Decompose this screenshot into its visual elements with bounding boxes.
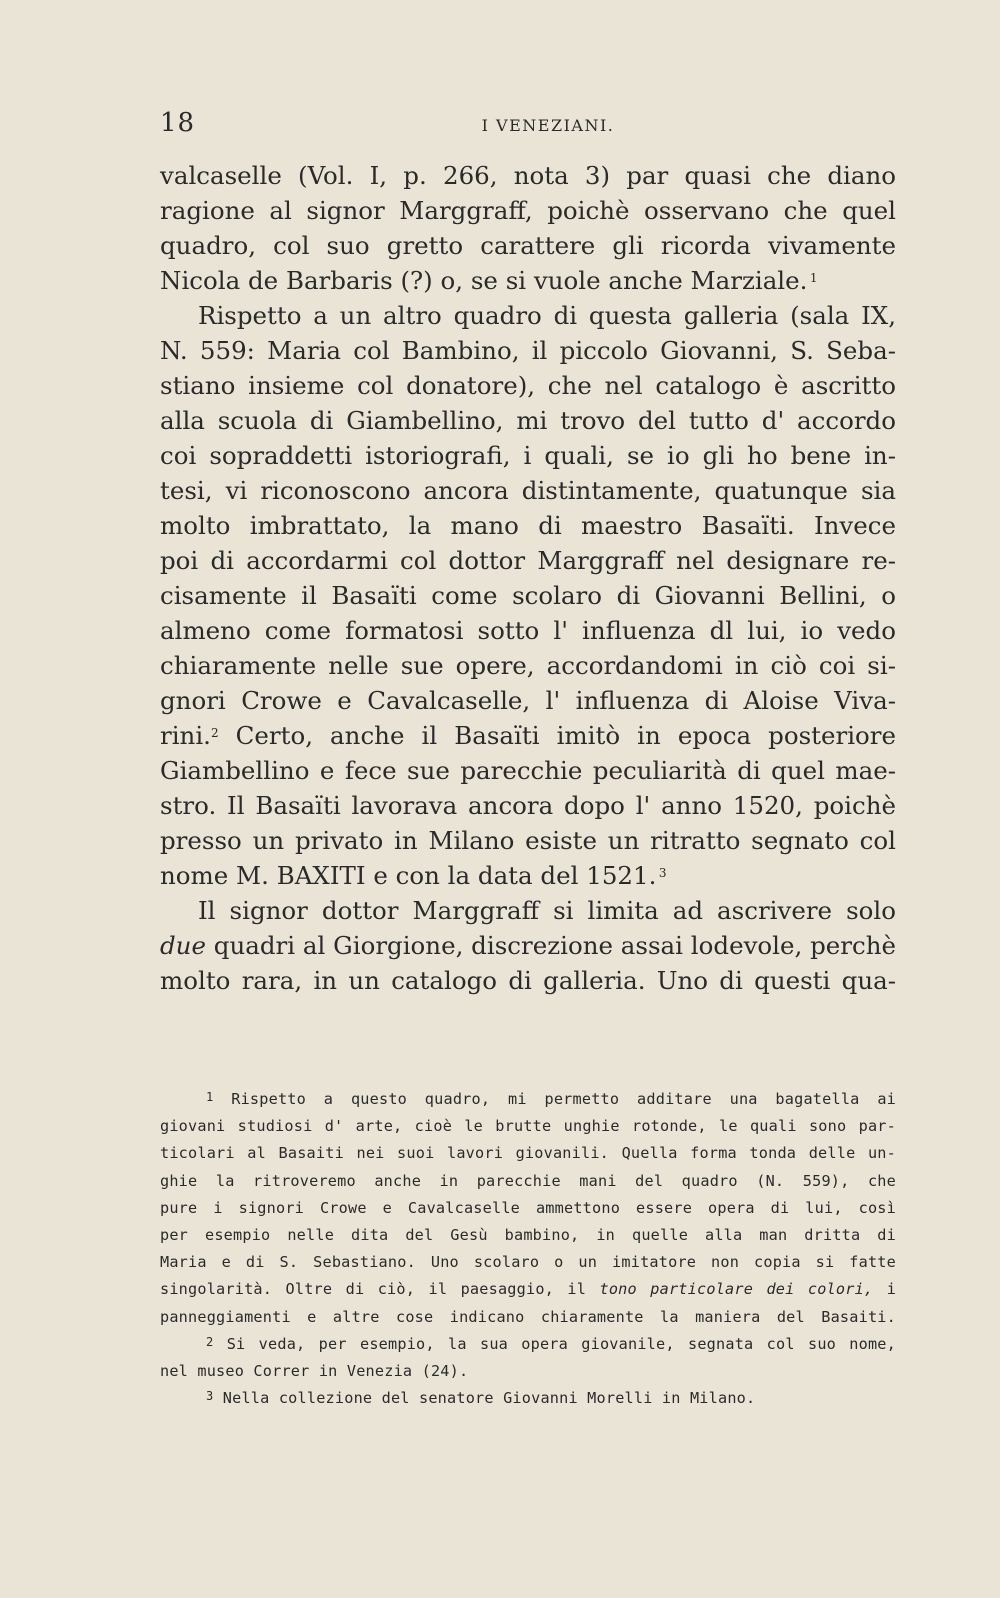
text-line — [160, 263, 896, 298]
footnote-line — [160, 1276, 896, 1303]
text-line: almeno come formatosi sotto l' influenza dl lui, io vedo — [160, 616, 896, 645]
footnote-text: singolarità. Oltre di ciò, il paesaggio, il — [160, 1280, 587, 1299]
footnote-line: ticolari al Basaiti nei suoi lavori giovanili. Quella forma tonda delle un- — [160, 1144, 896, 1163]
running-head: I VENEZIANI. — [481, 116, 615, 135]
text-segment: nome M. BAXITI e con la data del 1521. — [160, 861, 657, 890]
text-line: gnori Crowe e Cavalcaselle, l' influenza di Aloise Viva- — [160, 686, 896, 715]
footnote-line — [160, 1385, 896, 1412]
footnote-number: 1 — [206, 1090, 214, 1104]
footnote-line: panneggiamenti e altre cose indicano chiaramente la maniera del Basaiti. — [160, 1307, 896, 1326]
footnote-number: 3 — [206, 1389, 214, 1404]
text-line: N. 559: Maria col Bambino, il piccolo Giovanni, S. Seba- — [160, 336, 896, 365]
footnote-line: per esempio nelle dita del Gesù bambino, in quelle alla man dritta di — [160, 1226, 896, 1245]
text-line: molto rara, in un catalogo di galleria. Uno di questi qua- — [160, 966, 896, 995]
text-segment: Nicola de Barbaris (?) o, se si vuole anche Marziale. — [160, 266, 808, 295]
text-line: coi sopraddetti istoriografi, i quali, se io gli ho bene in- — [160, 441, 896, 470]
footnote-text: Si veda, per esempio, la sua opera giovanile, segnata col suo nome, — [226, 1334, 896, 1353]
footnote-text: i — [886, 1280, 897, 1299]
italic-word: due — [160, 931, 206, 960]
text-line — [160, 858, 896, 893]
text-line: valcaselle (Vol. I, p. 266, nota 3) par quasi che diano — [160, 161, 896, 190]
footnote-mark: 2 — [210, 726, 219, 740]
footnote-mark: 1 — [809, 271, 818, 285]
text-line: alla scuola di Giambellino, mi trovo del tutto d' accordo — [160, 406, 896, 435]
text-line: ragione al signor Marggraff, poichè osservano che quel — [160, 196, 896, 225]
footnote-line: pure i signori Crowe e Cavalcaselle ammettono essere opera di lui, così — [160, 1198, 896, 1217]
footnote-line — [160, 1086, 896, 1113]
text-line: stro. Il Basaïti lavorava ancora dopo l' anno 1520, poichè — [160, 791, 896, 820]
text-segment: Certo, anche il Basaïti imitò in epoca posteriore — [235, 721, 896, 750]
text-line: chiaramente nelle sue opere, accordandomi in ciò coi si- — [160, 651, 896, 680]
text-line: molto imbrattato, la mano di maestro Basaïti. Invece — [160, 511, 896, 540]
text-line: cisamente il Basaïti come scolaro di Giovanni Bellini, o — [160, 581, 896, 610]
footnote-text: Nella collezione del senatore Giovanni Morelli in Milano. — [222, 1389, 756, 1408]
text-line: presso un privato in Milano esiste un ritratto segnato col — [160, 826, 896, 855]
text-line: Il signor dottor Marggraff si limita ad ascrivere solo — [198, 896, 896, 925]
text-line: quadro, col suo gretto carattere gli ricorda vivamente — [160, 231, 896, 260]
text-segment: quadri al Giorgione, discrezione assai lodevole, perchè — [213, 931, 896, 960]
text-line: Rispetto a un altro quadro di questa galleria (sala IX, — [198, 301, 896, 330]
footnote-line: Maria e di S. Sebastiano. Uno scolaro o un imitatore non copia si fatte — [160, 1253, 896, 1272]
footnotes — [160, 1086, 896, 1412]
footnote-mark: 3 — [658, 866, 667, 880]
footnote-line — [160, 1331, 896, 1358]
text-line — [160, 718, 896, 753]
text-segment: rini. — [160, 721, 211, 750]
italic-phrase: tono particolare dei colori, — [599, 1280, 874, 1299]
footnote-line: ghie la ritroveremo anche in parecchie mani del quadro (N. 559), che — [160, 1171, 896, 1190]
text-line — [160, 928, 896, 963]
page-number: 18 — [160, 108, 196, 138]
footnote-number: 2 — [206, 1334, 214, 1349]
text-line: Giambellino e fece sue parecchie peculiarità di quel mae- — [160, 756, 896, 785]
footnote-text: Rispetto a questo quadro, mi permetto additare una bagatella ai — [231, 1090, 897, 1108]
text-line: poi di accordarmi col dottor Marggraff nel designare re- — [160, 546, 896, 575]
text-line: tesi, vi riconoscono ancora distintamente, quatunque sia — [160, 476, 896, 505]
text-line: stiano insieme col donatore), che nel catalogo è ascritto — [160, 371, 896, 400]
footnote-line: nel museo Correr in Venezia (24). — [160, 1362, 469, 1381]
footnote-line: giovani studiosi d' arte, cioè le brutte unghie rotonde, le quali sono par- — [160, 1117, 896, 1136]
page-header — [160, 108, 896, 148]
body-text — [160, 158, 896, 998]
